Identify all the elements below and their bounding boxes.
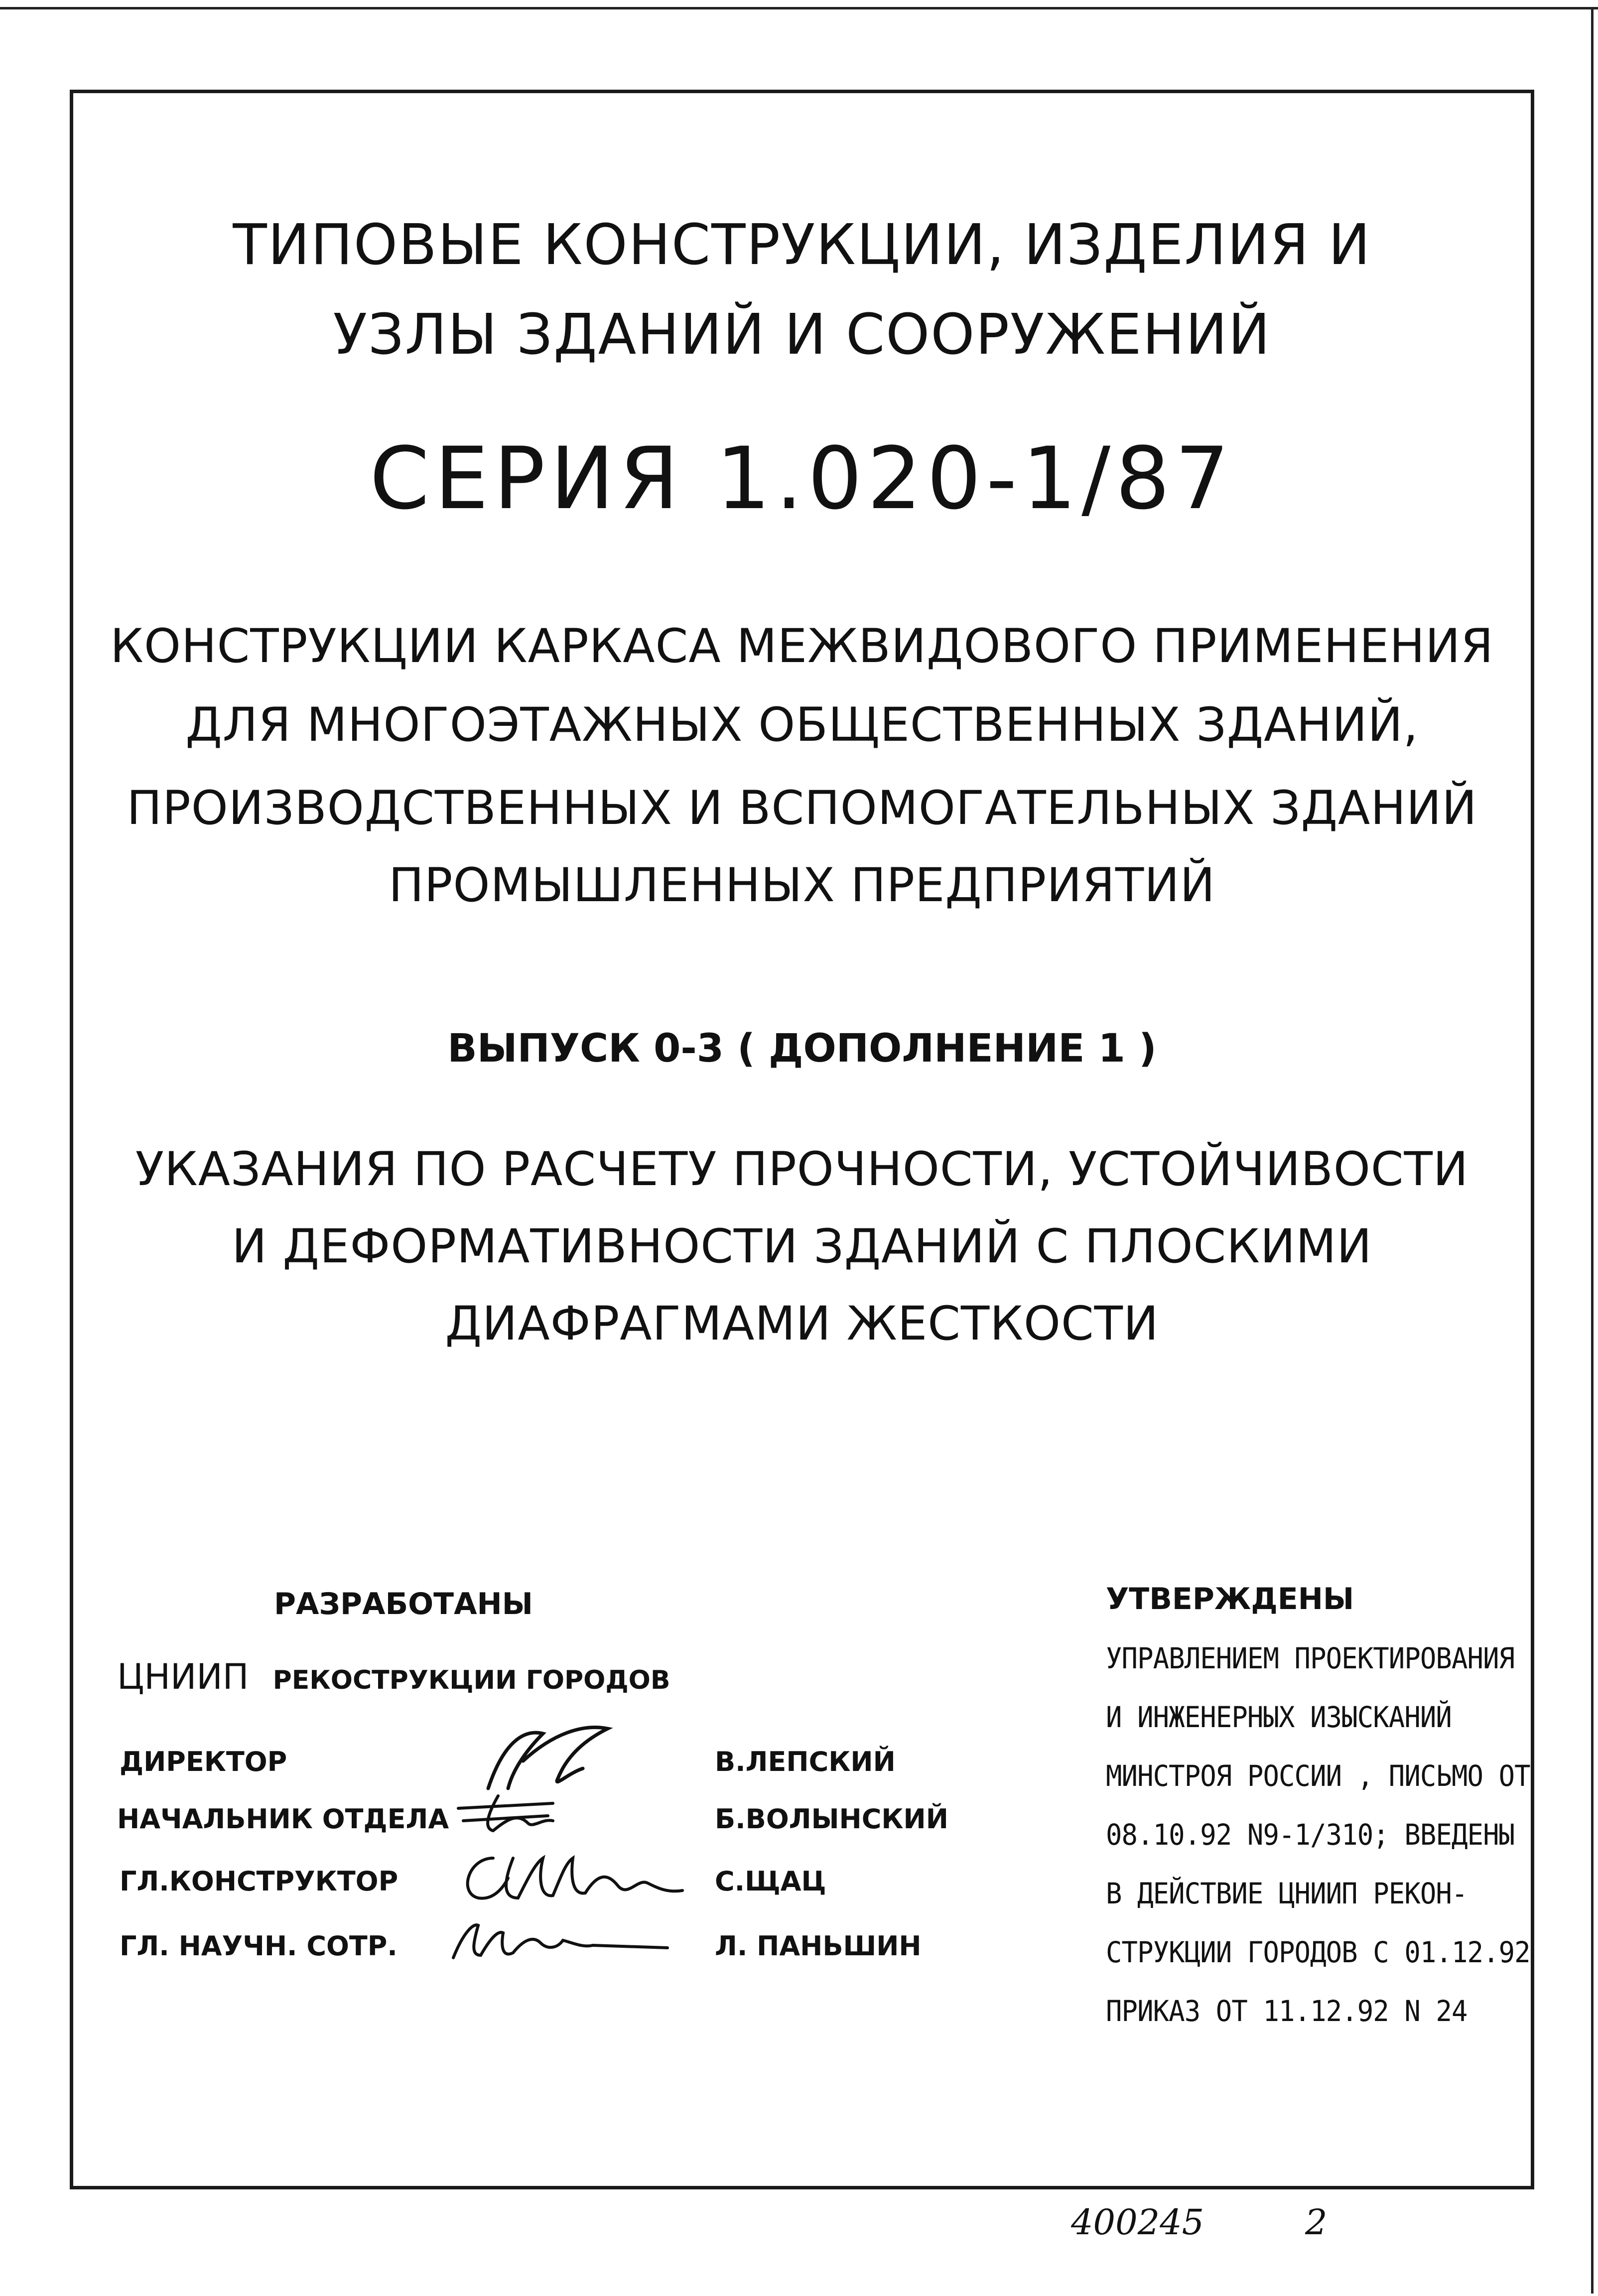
staff-role-director: ДИРЕКТОР — [120, 1746, 287, 1777]
document-title-line-1: УКАЗАНИЯ ПО РАСЧЕТУ ПРОЧНОСТИ, УСТОЙЧИВОСТИ — [135, 1142, 1469, 1197]
issue-label: ВЫПУСК 0-3 ( ДОПОЛНЕНИЕ 1 ) — [447, 1026, 1157, 1071]
page-number: 2 — [1305, 2202, 1328, 2243]
developer-organization — [117, 1656, 670, 1697]
subtitle-line-4: ПРОМЫШЛЕННЫХ ПРЕДПРИЯТИЙ — [389, 858, 1215, 913]
document-title-line-3: ДИАФРАГМАМИ ЖЕСТКОСТИ — [445, 1297, 1159, 1351]
staff-name-director: В.ЛЕПСКИЙ — [715, 1746, 896, 1777]
approval-details — [1106, 1629, 1530, 2040]
signature-department-head — [453, 1788, 583, 1838]
right-edge-line — [1591, 7, 1594, 2294]
header-line-1: ТИПОВЫЕ КОНСТРУКЦИИ, ИЗДЕЛИЯ И — [233, 213, 1371, 277]
subtitle-line-1: КОНСТРУКЦИИ КАРКАСА МЕЖВИДОВОГО ПРИМЕНЕНИЯ — [110, 619, 1494, 674]
staff-name-department-head: Б.ВОЛЫНСКИЙ — [715, 1803, 948, 1835]
approval-line-5: В ДЕЙСТВИЕ ЦНИИП РЕКОН- — [1106, 1877, 1467, 1910]
approval-line-1: УПРАВЛЕНИЕМ ПРОЕКТИРОВАНИЯ — [1106, 1641, 1515, 1675]
series-number: СЕРИЯ 1.020-1/87 — [369, 428, 1235, 529]
staff-role-senior-researcher: ГЛ. НАУЧН. СОТР. — [120, 1930, 398, 1962]
staff-role-department-head: НАЧАЛЬНИК ОТДЕЛА — [117, 1803, 449, 1835]
staff-role-chief-designer: ГЛ.КОНСТРУКТОР — [120, 1866, 399, 1897]
header-line-2: УЗЛЫ ЗДАНИЙ И СООРУЖЕНИЙ — [333, 302, 1271, 367]
developer-org-short: ЦНИИП — [117, 1656, 249, 1697]
approval-line-7: ПРИКАЗ ОТ 11.12.92 N 24 — [1106, 1994, 1467, 2028]
inventory-number: 400245 — [1071, 2202, 1204, 2243]
signature-senior-researcher — [438, 1913, 677, 1968]
approval-line-6: СТРУКЦИИ ГОРОДОВ С 01.12.92 — [1106, 1935, 1530, 1969]
developer-org-rest: РЕКОСТРУКЦИИ ГОРОДОВ — [272, 1665, 670, 1695]
document-title-line-2: И ДЕФОРМАТИВНОСТИ ЗДАНИЙ С ПЛОСКИМИ — [232, 1219, 1372, 1274]
top-edge-line — [0, 7, 1598, 9]
signature-chief-designer — [448, 1843, 697, 1913]
staff-name-chief-designer: С.ЩАЦ — [715, 1866, 826, 1897]
approved-label: УТВЕРЖДЕНЫ — [1106, 1582, 1354, 1617]
approval-line-3: МИНСТРОЯ РОССИИ , ПИСЬМО ОТ — [1106, 1759, 1530, 1793]
subtitle-line-3: ПРОИЗВОДСТВЕННЫХ И ВСПОМОГАТЕЛЬНЫХ ЗДАНИЙ — [127, 781, 1477, 835]
staff-name-senior-researcher: Л. ПАНЬШИН — [715, 1930, 922, 1962]
approval-line-2: И ИНЖЕНЕРНЫХ ИЗЫСКАНИЙ — [1106, 1700, 1452, 1734]
developed-label: РАЗРАБОТАНЫ — [274, 1587, 533, 1621]
subtitle-line-2: ДЛЯ МНОГОЭТАЖНЫХ ОБЩЕСТВЕННЫХ ЗДАНИЙ, — [185, 698, 1419, 752]
approval-line-4: 08.10.92 N9-1/310; ВВЕДЕНЫ — [1106, 1818, 1515, 1852]
